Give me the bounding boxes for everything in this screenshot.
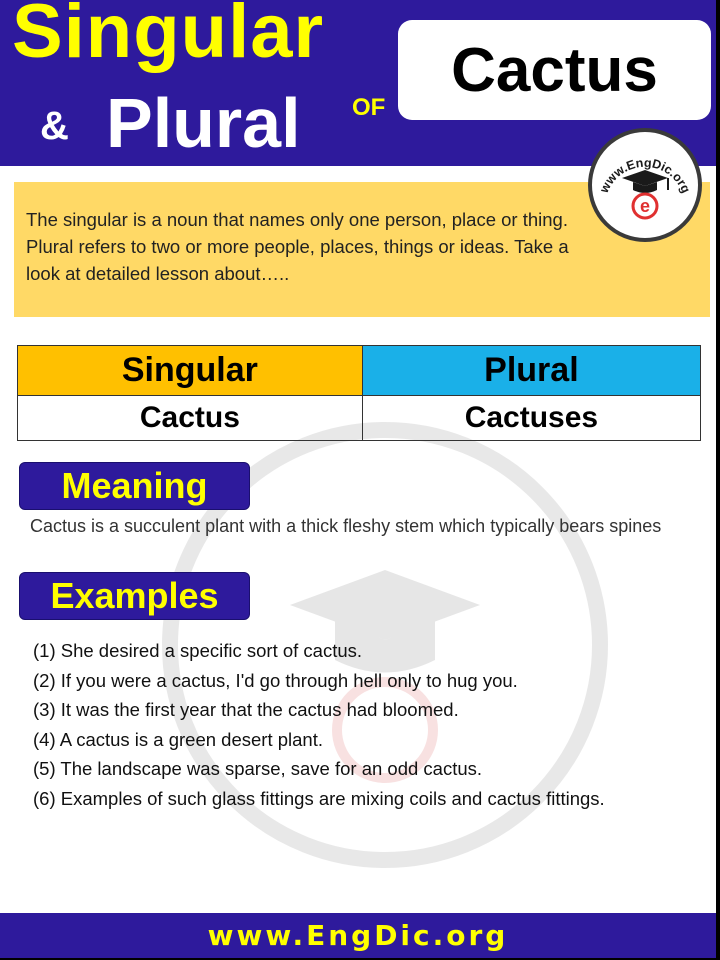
- table-header-singular: Singular: [18, 346, 363, 396]
- examples-list: [33, 636, 693, 813]
- singular-plural-table: [17, 345, 701, 441]
- word-title: Cactus: [398, 20, 711, 120]
- header-plural-title: Plural: [106, 84, 301, 162]
- list-item: (3) It was the first year that the cactus had bloomed.: [33, 699, 459, 720]
- logo-letter: e: [639, 196, 651, 216]
- table-header-row: [18, 346, 701, 396]
- list-item: (2) If you were a cactus, I'd go through hell only to hug you.: [33, 669, 518, 691]
- meaning-heading: Meaning: [19, 462, 250, 510]
- table-row: [18, 396, 701, 441]
- list-item: (6) Examples of such glass fittings are mixing coils and cactus fittings.: [33, 787, 605, 809]
- header-singular-title: Singular: [12, 0, 325, 74]
- logo-text: www.EngDic.org: [596, 155, 694, 196]
- intro-text: The singular is a noun that names only one person, place or thing. Plural refers to two or more people, places, things or ideas. Take a look at detailed lesson about…..: [26, 209, 569, 284]
- table-header-plural: Plural: [362, 346, 700, 396]
- table-cell-plural: Cactuses: [362, 396, 700, 441]
- list-item: (4) A cactus is a green desert plant.: [33, 728, 323, 750]
- header-ampersand: &: [40, 104, 69, 148]
- list-item: (5) The landscape was sparse, save for an odd cactus.: [33, 758, 483, 779]
- table-cell-singular: Cactus: [18, 396, 363, 441]
- examples-heading: Examples: [19, 572, 250, 620]
- meaning-text: Cactus is a succulent plant with a thick fleshy stem which typically bears spines: [30, 516, 662, 536]
- footer-bar: [0, 913, 716, 958]
- list-item: (1) She desired a specific sort of cactus.: [33, 640, 363, 661]
- engdic-logo: [588, 128, 702, 242]
- footer-url: www.EngDic.org: [207, 919, 509, 952]
- header-of: OF: [352, 94, 386, 121]
- logo-graphic: [592, 132, 698, 238]
